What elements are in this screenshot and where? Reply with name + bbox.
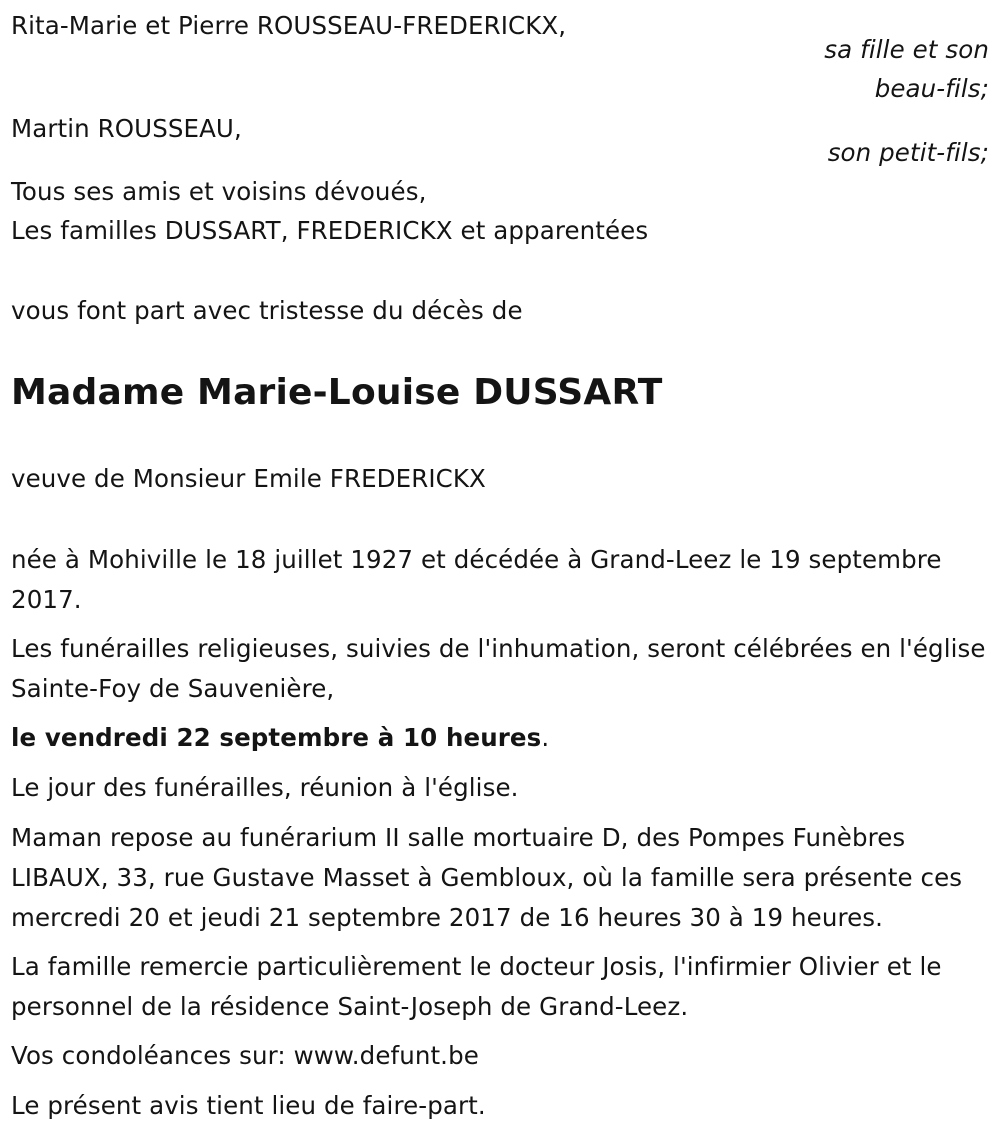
rests-paragraph: Maman repose au funérarium II salle mortuaire D, des Pompes Funèbres LIBAUX, 33, rue Gustave Masset à Gembloux, où la famille sera présente ces mercredi 20 et jeudi 21 septembre 2017 de 16 heures 30 à 19 heures. (11, 823, 963, 932)
funeral-date-paragraph (11, 718, 992, 758)
thanks-paragraph: La famille remercie particulièrement le docteur Josis, l'infirmier Olivier et le personnel de la résidence Saint-Joseph de Grand-Leez. (11, 952, 942, 1021)
role-daughter: sa fille et son (824, 35, 989, 64)
condolences-paragraph: Vos condoléances sur: www.defunt.be (11, 1041, 479, 1070)
funeral-date: le vendredi 22 septembre à 10 heures (11, 723, 542, 752)
role-son-in-law: beau-fils; (874, 74, 989, 103)
family-line-daughter: Rita-Marie et Pierre ROUSSEAU-FREDERICKX, (11, 11, 567, 40)
family-line-friends: Tous ses amis et voisins dévoués, (11, 177, 427, 206)
family-line-families: Les familles DUSSART, FREDERICKX et apparentées (11, 216, 649, 245)
intro-text: vous font part avec tristesse du décès de (11, 296, 523, 325)
notice-paragraph: Le présent avis tient lieu de faire-part. (11, 1091, 486, 1120)
funeral-date-suffix: . (541, 723, 550, 752)
birth-death-paragraph: née à Mohiville le 18 juillet 1927 et décédée à Grand-Leez le 19 septembre 2017. (11, 545, 942, 614)
deceased-name: Madame Marie-Louise DUSSART (11, 372, 663, 413)
funeral-paragraph: Les funérailles religieuses, suivies de l'inhumation, seront célébrées en l'église Sainte-Foy de Sauvenière, (11, 634, 986, 703)
reunion-paragraph: Le jour des funérailles, réunion à l'église. (11, 773, 519, 802)
family-line-grandson: Martin ROUSSEAU, (11, 114, 242, 143)
widow-of: veuve de Monsieur Emile FREDERICKX (11, 464, 486, 493)
role-grandson: son petit-fils; (827, 138, 989, 167)
